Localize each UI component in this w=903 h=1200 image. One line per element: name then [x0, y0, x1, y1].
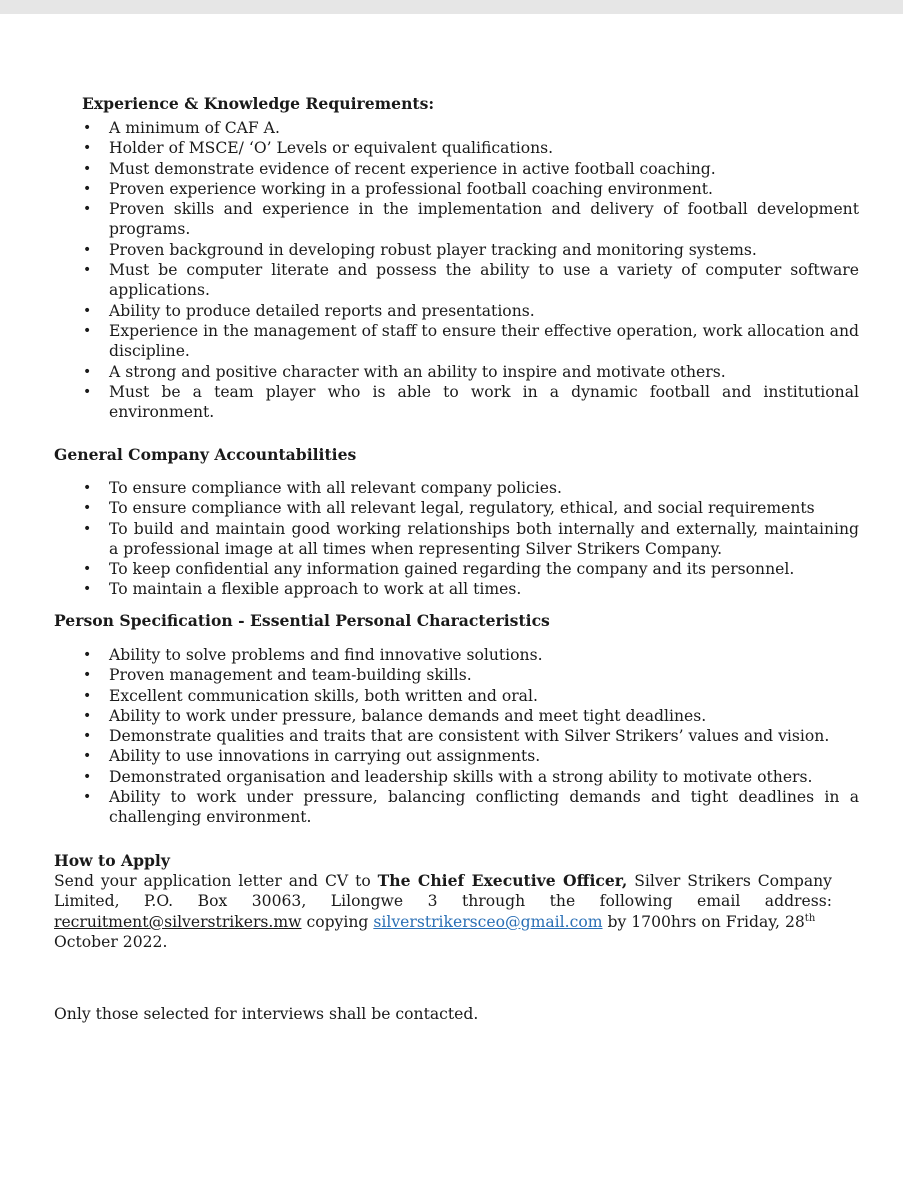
list-item: • Must be computer literate and possess the ability to use a variety of computer software applications. [82, 260, 859, 301]
list-item: • To keep confidential any information gained regarding the company and its personnel. [82, 559, 859, 579]
apply-line-2: Limited, P.O. Box 30063, Lilongwe 3 through the following email address: [54, 892, 832, 911]
list-item: • Must be a team player who is able to work in a dynamic football and institutional environment. [82, 382, 859, 423]
person-spec-list [82, 645, 859, 828]
list-item: • To maintain a flexible approach to work at all times. [82, 579, 859, 599]
list-item: • Demonstrate qualities and traits that are consistent with Silver Strikers’ values and vision. [82, 726, 859, 746]
person-spec-section-title: Person Specification - Essential Personal Characteristics [54, 611, 550, 630]
ceo-email-link[interactable]: silverstrikersceo@gmail.com [373, 912, 603, 931]
list-item: • Must demonstrate evidence of recent experience in active football coaching. [82, 159, 859, 179]
experience-section-title: Experience & Knowledge Requirements: [82, 94, 435, 113]
list-item: • Excellent communication skills, both written and oral. [82, 686, 859, 706]
list-item: • Proven experience working in a professional football coaching environment. [82, 179, 859, 199]
list-item: • To ensure compliance with all relevant legal, regulatory, ethical, and social requirements [82, 498, 859, 518]
list-item: • Ability to work under pressure, balancing conflicting demands and tight deadlines in a challenging environment. [82, 787, 859, 828]
list-item: • Holder of MSCE/ ‘O’ Levels or equivalent qualifications. [82, 138, 859, 158]
recipient-title: The Chief Executive Officer, [377, 871, 628, 890]
list-item: • Ability to use innovations in carrying out assignments. [82, 746, 859, 766]
general-list [82, 478, 859, 600]
list-item: • Proven background in developing robust player tracking and monitoring systems. [82, 240, 859, 260]
copying-text: copying [301, 912, 374, 931]
apply-line-4: October 2022. [54, 932, 168, 951]
list-item: • To build and maintain good working relationships both internally and externally, maintaining a professional image at all times when representing Silver Strikers Company. [82, 519, 859, 560]
general-section-title: General Company Accountabilities [54, 445, 357, 464]
list-item: • Ability to produce detailed reports and presentations. [82, 301, 859, 321]
experience-list [82, 118, 859, 422]
list-item: • Ability to work under pressure, balance demands and meet tight deadlines. [82, 706, 859, 726]
list-item: • To ensure compliance with all relevant company policies. [82, 478, 859, 498]
apply-line-3 [54, 912, 832, 932]
list-item: • A strong and positive character with an ability to inspire and motivate others. [82, 362, 859, 382]
list-item: • A minimum of CAF A. [82, 118, 859, 138]
list-item: • Experience in the management of staff to ensure their effective operation, work allocation and discipline. [82, 321, 859, 362]
list-item: • Ability to solve problems and find innovative solutions. [82, 645, 859, 665]
list-item: • Proven management and team-building skills. [82, 665, 859, 685]
list-item: • Demonstrated organisation and leadership skills with a strong ability to motivate others. [82, 767, 859, 787]
how-to-apply-body [54, 871, 832, 952]
apply-line-1 [54, 871, 832, 891]
list-item: • Proven skills and experience in the implementation and delivery of football development programs. [82, 199, 859, 240]
contact-note: Only those selected for interviews shall be contacted. [54, 1004, 479, 1023]
recruitment-email-link[interactable]: recruitment@silverstrikers.mw [54, 912, 302, 931]
apply-company-text: Silver Strikers Company [627, 872, 832, 890]
deadline-ordinal: th [804, 912, 816, 924]
apply-prefix-text: Send your application letter and CV to [54, 872, 378, 890]
how-to-apply-title: How to Apply [54, 851, 170, 870]
deadline-text: by 1700hrs on Friday, 28 [602, 912, 805, 931]
top-edge-bar [0, 0, 903, 14]
